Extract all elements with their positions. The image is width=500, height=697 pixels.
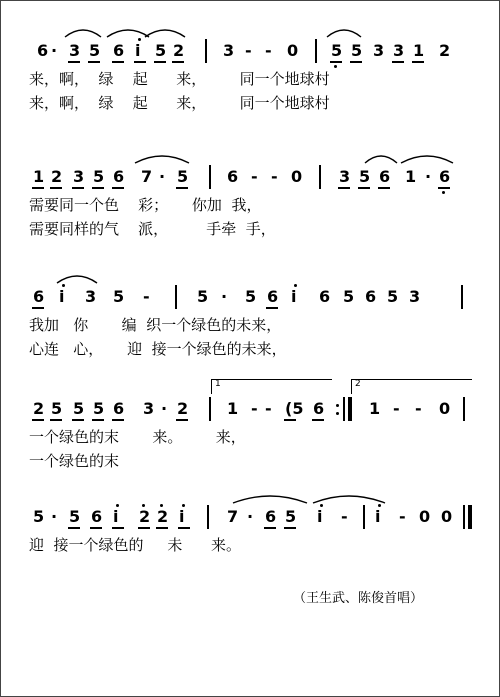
note: 2 [51,167,63,186]
note: 0 [441,507,453,526]
note: 6 [319,287,331,306]
singer-credit: （王生武、陈俊首唱） [293,591,424,606]
note: 5 [155,41,167,60]
note: 7 [227,507,239,526]
note: 6 [33,287,45,306]
note: - [251,399,258,418]
tie-slur [401,156,453,163]
underline-beam [412,61,424,63]
note: 0 [287,41,299,60]
note: - [265,399,272,418]
lyric-line: 心连 心， 迎 接一个绿色的未来， [29,340,287,358]
note: 2 [157,507,169,526]
note: 5 [359,167,371,186]
note: · [161,399,168,418]
note: 6 [379,167,391,186]
note: 6 [113,41,125,60]
octave-dot-high [294,284,297,287]
underline-beam [90,527,102,529]
note: 2 [439,41,451,60]
underline-beam [138,527,150,529]
underline-beam [134,61,146,63]
note: 3 [69,41,81,60]
note: 5 [177,167,189,186]
volta-number: 2 [355,379,361,389]
note: - [393,399,400,418]
note: · [247,507,254,526]
note: · [425,167,432,186]
note: i [179,507,185,526]
barline [315,39,317,63]
note: 0 [419,507,431,526]
octave-dot-high [160,504,163,507]
note: - [143,287,150,306]
tie-slur [107,30,149,37]
underline-beam [172,61,184,63]
note: 5 [387,287,399,306]
note: i [113,507,119,526]
note: 5 [197,287,209,306]
barline [207,505,209,529]
octave-dot-high [182,504,185,507]
underline-beam [266,307,278,309]
underline-beam [32,419,44,421]
note: i [291,287,297,306]
underline-beam [72,419,84,421]
note: 5 [245,287,257,306]
barline [175,285,177,309]
note: 6 [267,287,279,306]
tie-slur [57,276,97,283]
lyric-line: 来，啊， 绿 起 来， 同一个地球村 [29,94,330,112]
note: 5 [351,41,363,60]
note: 5 [93,399,105,418]
underline-beam [156,527,168,529]
underline-beam [112,527,124,529]
note: 6 [37,41,49,60]
note: · [221,287,228,306]
note: 3 [73,167,85,186]
note: 1 [405,167,417,186]
note: 3 [85,287,97,306]
underline-beam [178,527,190,529]
note: 1 [413,41,425,60]
note: 5 [89,41,101,60]
underline-beam [338,187,350,189]
barline [209,165,211,189]
note: 0 [439,399,451,418]
tie-slur [365,156,397,163]
note: - [341,507,348,526]
tie-slur [313,496,385,503]
underline-beam [176,187,188,189]
underline-beam [358,187,370,189]
underline-beam [68,527,80,529]
note: - [271,167,278,186]
note: 6 [113,167,125,186]
underline-beam [32,187,44,189]
tie-slur [65,30,101,37]
octave-dot-high [378,504,381,507]
note: 1 [369,399,381,418]
note: 3 [339,167,351,186]
note: - [245,41,252,60]
note: 0 [291,167,303,186]
note: 2 [139,507,151,526]
barline [205,39,207,63]
note: 6 [365,287,377,306]
note: 6 [91,507,103,526]
underline-beam [88,61,100,63]
note: 5 [93,167,105,186]
underline-beam [392,61,404,63]
note: 2 [177,399,189,418]
note: i [375,507,381,526]
note: 3 [223,41,235,60]
underline-beam [438,187,450,189]
note: 6 [439,167,451,186]
underline-beam [112,187,124,189]
repeat-dot [336,404,339,407]
underline-beam [68,61,80,63]
note: · [159,167,166,186]
underline-beam [330,61,342,63]
underline-beam [312,419,324,421]
note: - [399,507,406,526]
underline-beam [112,419,124,421]
final-barline-thick [468,505,472,529]
lyric-line: 一个绿色的末 来。 来， [29,428,246,446]
note: 3 [373,41,385,60]
note: i [59,287,65,306]
note: 6 [313,399,325,418]
octave-dot-high [320,504,323,507]
note: 5 [331,41,343,60]
volta-number: 1 [215,379,221,389]
note: - [251,167,258,186]
underline-beam [50,419,62,421]
note: - [265,41,272,60]
note: 5 [69,507,81,526]
underline-beam [176,419,188,421]
note: 2 [173,41,185,60]
barline [461,285,463,309]
tie-slur [327,30,361,37]
note: 3 [143,399,155,418]
barline [463,397,465,421]
tie-slur [145,30,185,37]
underline-beam [264,527,276,529]
note: 3 [409,287,421,306]
underline-beam [350,61,362,63]
octave-dot-low [334,65,337,68]
underline-beam [50,187,62,189]
repeat-dot [336,412,339,415]
note: 2 [33,399,45,418]
tie-slur [233,496,307,503]
note: 3 [393,41,405,60]
note: 5 [285,507,297,526]
tie-slur [135,156,189,163]
volta-bracket-1 [211,379,332,394]
repeat-barline-thick [348,397,352,421]
note: · [51,41,58,60]
underline-beam [92,187,104,189]
underline-beam [112,61,124,63]
lyric-line: 一个绿色的末 [29,452,120,470]
barline [363,505,365,529]
barline [209,397,211,421]
lyric-line: 需要同一个色 彩； 你加 我， [29,196,262,214]
note: 5 [51,399,63,418]
underline-beam [72,187,84,189]
note: 6 [113,399,125,418]
note: (5 [285,399,304,418]
note: 6 [265,507,277,526]
octave-dot-high [142,504,145,507]
note: 7 [141,167,153,186]
volta-bracket-2 [351,379,472,394]
lyric-line: 我加 你 编 织一个绿色的未来， [29,316,282,334]
lyric-line: 需要同样的气 派， 手牵 手， [29,220,276,238]
note: 5 [73,399,85,418]
final-barline [463,505,465,529]
note: 1 [33,167,45,186]
note: 1 [227,399,239,418]
underline-beam [92,419,104,421]
note: i [135,41,141,60]
repeat-barline [343,397,345,421]
underline-beam [32,307,44,309]
note: 5 [343,287,355,306]
note: · [51,507,58,526]
underline-beam [284,527,296,529]
octave-dot-low [442,191,445,194]
underline-beam [378,187,390,189]
underline-beam [154,61,166,63]
note: 5 [33,507,45,526]
barline [319,165,321,189]
lyric-line: 迎 接一个绿色的 未 来。 [29,536,241,554]
note: - [415,399,422,418]
note: i [317,507,323,526]
octave-dot-high [116,504,119,507]
octave-dot-high [138,38,141,41]
octave-dot-high [62,284,65,287]
underline-beam [284,419,296,421]
note: 6 [227,167,239,186]
lyric-line: 来，啊， 绿 起 来， 同一个地球村 [29,70,330,88]
note: 5 [113,287,125,306]
